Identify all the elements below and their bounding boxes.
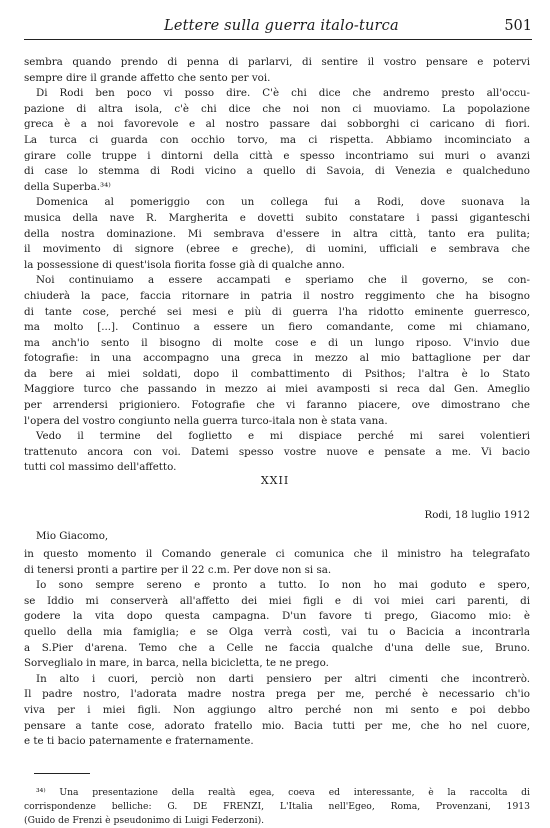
text-line: a S.Pier d'arena. Temo che a Celle ne faccia qualche d'una delle sue, Bruno. xyxy=(24,641,530,654)
text-line: Noi continuiamo a essere accampati e speriamo che il governo, se con- xyxy=(36,274,530,287)
text-line: greca è a noi favorevole e al nostro passare dai sobborghi ci caricano di fiori. xyxy=(24,118,530,131)
text-line: della Superba.³⁴⁾ xyxy=(24,180,111,193)
text-line: pensare a tante cose, adorato fratello mio. Bacia tutti per me, che ho nel cuore, xyxy=(24,719,530,732)
text-line: e te ti bacio paternamente e fraternamente. xyxy=(24,735,254,748)
letter-xxii-body xyxy=(24,547,530,750)
text-line: viva per i miei figli. Non aggiungo altro perché non mi sento e poi debbo xyxy=(24,703,530,716)
letter-dateline: Rodi, 18 luglio 1912 xyxy=(424,509,530,521)
text-line: sempre dire il grande affetto che sento per voi. xyxy=(24,71,271,84)
running-header xyxy=(24,18,532,38)
text-line: Sorveglialo in mare, in barca, nella bicicletta, te ne prego. xyxy=(24,657,329,670)
text-line: Vedo il termine del foglietto e mi dispiace perché mi sarei volentieri xyxy=(36,430,530,443)
footnote xyxy=(24,786,530,828)
text-line: girare colle truppe i dintorni della città e spesso incontriamo sui muri o avanzi xyxy=(24,149,530,162)
header-rule xyxy=(24,39,532,40)
text-line: trattenuto ancora con voi. Datemi spesso vostre nuove e pensate a me. Vi bacio xyxy=(24,445,530,458)
text-line: di case lo stemma di Rodi vicino a quello di Savoia, di Venezia e qualcheduno xyxy=(24,165,530,178)
text-line: la possessione di quest'isola fiorita fosse già di qualche anno. xyxy=(24,258,345,271)
text-line: La turca ci guarda con occhio torvo, ma ci rispetta. Abbiamo incominciato a xyxy=(24,133,530,146)
text-line: Il padre nostro, l'adorata madre nostra prega per me, perché è necessario ch'io xyxy=(24,688,530,701)
letter-salutation: Mio Giacomo, xyxy=(36,530,109,542)
footnote-line: (Guido de Frenzi è pseudonimo di Luigi Federzoni). xyxy=(24,815,265,826)
text-line: musica della nave R. Margherita e dovetti subito constatare i passi giganteschi xyxy=(24,211,530,224)
footnote-rule xyxy=(34,773,90,774)
text-line: sembra quando prendo di penna di parlarvi, di sentire il vostro pensare e potervi xyxy=(24,56,530,68)
text-line: da bere ai miei soldati, dopo il combattimento di Psithos; l'altra è lo Stato xyxy=(24,367,530,380)
text-line: fotografie: in una accompagno una greca in mezzo al mio battaglione per dar xyxy=(24,352,530,365)
text-line: tutti col massimo dell'affetto. xyxy=(24,461,177,474)
footnote-line: corrispondenze belliche: G. DE FRENZI, L'Italia nell'Egeo, Roma, Provenzani, 1913 xyxy=(24,801,530,812)
text-line: chiuderà la pace, faccia ritornare in patria il nostro reggimento che ha bisogno xyxy=(24,289,530,302)
letter-number: XXII xyxy=(260,474,290,487)
text-line: quello della mia famiglia; e se Olga verrà costì, vai tu o Bacicia a incontrarla xyxy=(24,625,530,638)
letter-xxi-continuation xyxy=(24,55,530,476)
text-line: di tante cose, perché sei mesi e più di guerra l'ha ridotto eminente guerresco, xyxy=(24,305,530,318)
text-line: Di Rodi ben poco vi posso dire. C'è chi dice che andremo presto all'occu- xyxy=(36,87,530,100)
text-line: della nostra dominazione. Mi sembrava d'essere in altra città, tanto era pulita; xyxy=(24,227,530,240)
text-line: l'opera del vostro congiunto nella guerra turco-itala non è stata vana. xyxy=(24,414,388,427)
text-line: Domenica al pomeriggio con un collega fui a Rodi, dove suonava la xyxy=(36,196,530,209)
text-line: se Iddio mi conserverà all'affetto dei miei figli e di voi miei cari parenti, di xyxy=(24,594,530,607)
text-line: In alto i cuori, perciò non darti pensiero per altri cimenti che incontrerò. xyxy=(36,672,530,685)
text-line: Maggiore turco che passando in mezzo ai miei avamposti si reca dal Gen. Ameglio xyxy=(24,383,530,396)
text-line: ma molto [...]. Continuo a essere un fiero comandante, come mi chiamano, xyxy=(24,321,530,334)
text-line: di tenersi pronti a partire per il 22 c.m. Per dove non si sa. xyxy=(24,563,332,576)
page-number: 501 xyxy=(504,18,532,34)
text-line: ma anch'io sento il bisogno di molte cose e di un lungo riposo. V'invio due xyxy=(24,336,530,349)
text-line: Io sono sempre sereno e pronto a tutto. Io non ho mai goduto e spero, xyxy=(36,579,530,592)
running-title: Lettere sulla guerra italo-turca xyxy=(164,18,399,34)
footnote-line: ³⁴⁾ Una presentazione della realtà egea, coeva ed interessante, è la raccolta di xyxy=(36,787,530,798)
text-line: il movimento di signore (ebree e greche), di uomini, ufficiali e sembrava che xyxy=(24,243,530,256)
text-line: godere la vita dopo questa campagna. D'un favore ti prego, Giacomo mio: è xyxy=(24,610,530,623)
text-line: per arrendersi prigioniero. Fotografie che vi faranno piacere, ove dimostrano che xyxy=(24,399,530,412)
text-line: in questo momento il Comando generale ci comunica che il ministro ha telegrafato xyxy=(24,548,530,560)
text-line: pazione di altra isola, c'è chi dice che noi non ci muoviamo. La popolazione xyxy=(24,102,530,115)
